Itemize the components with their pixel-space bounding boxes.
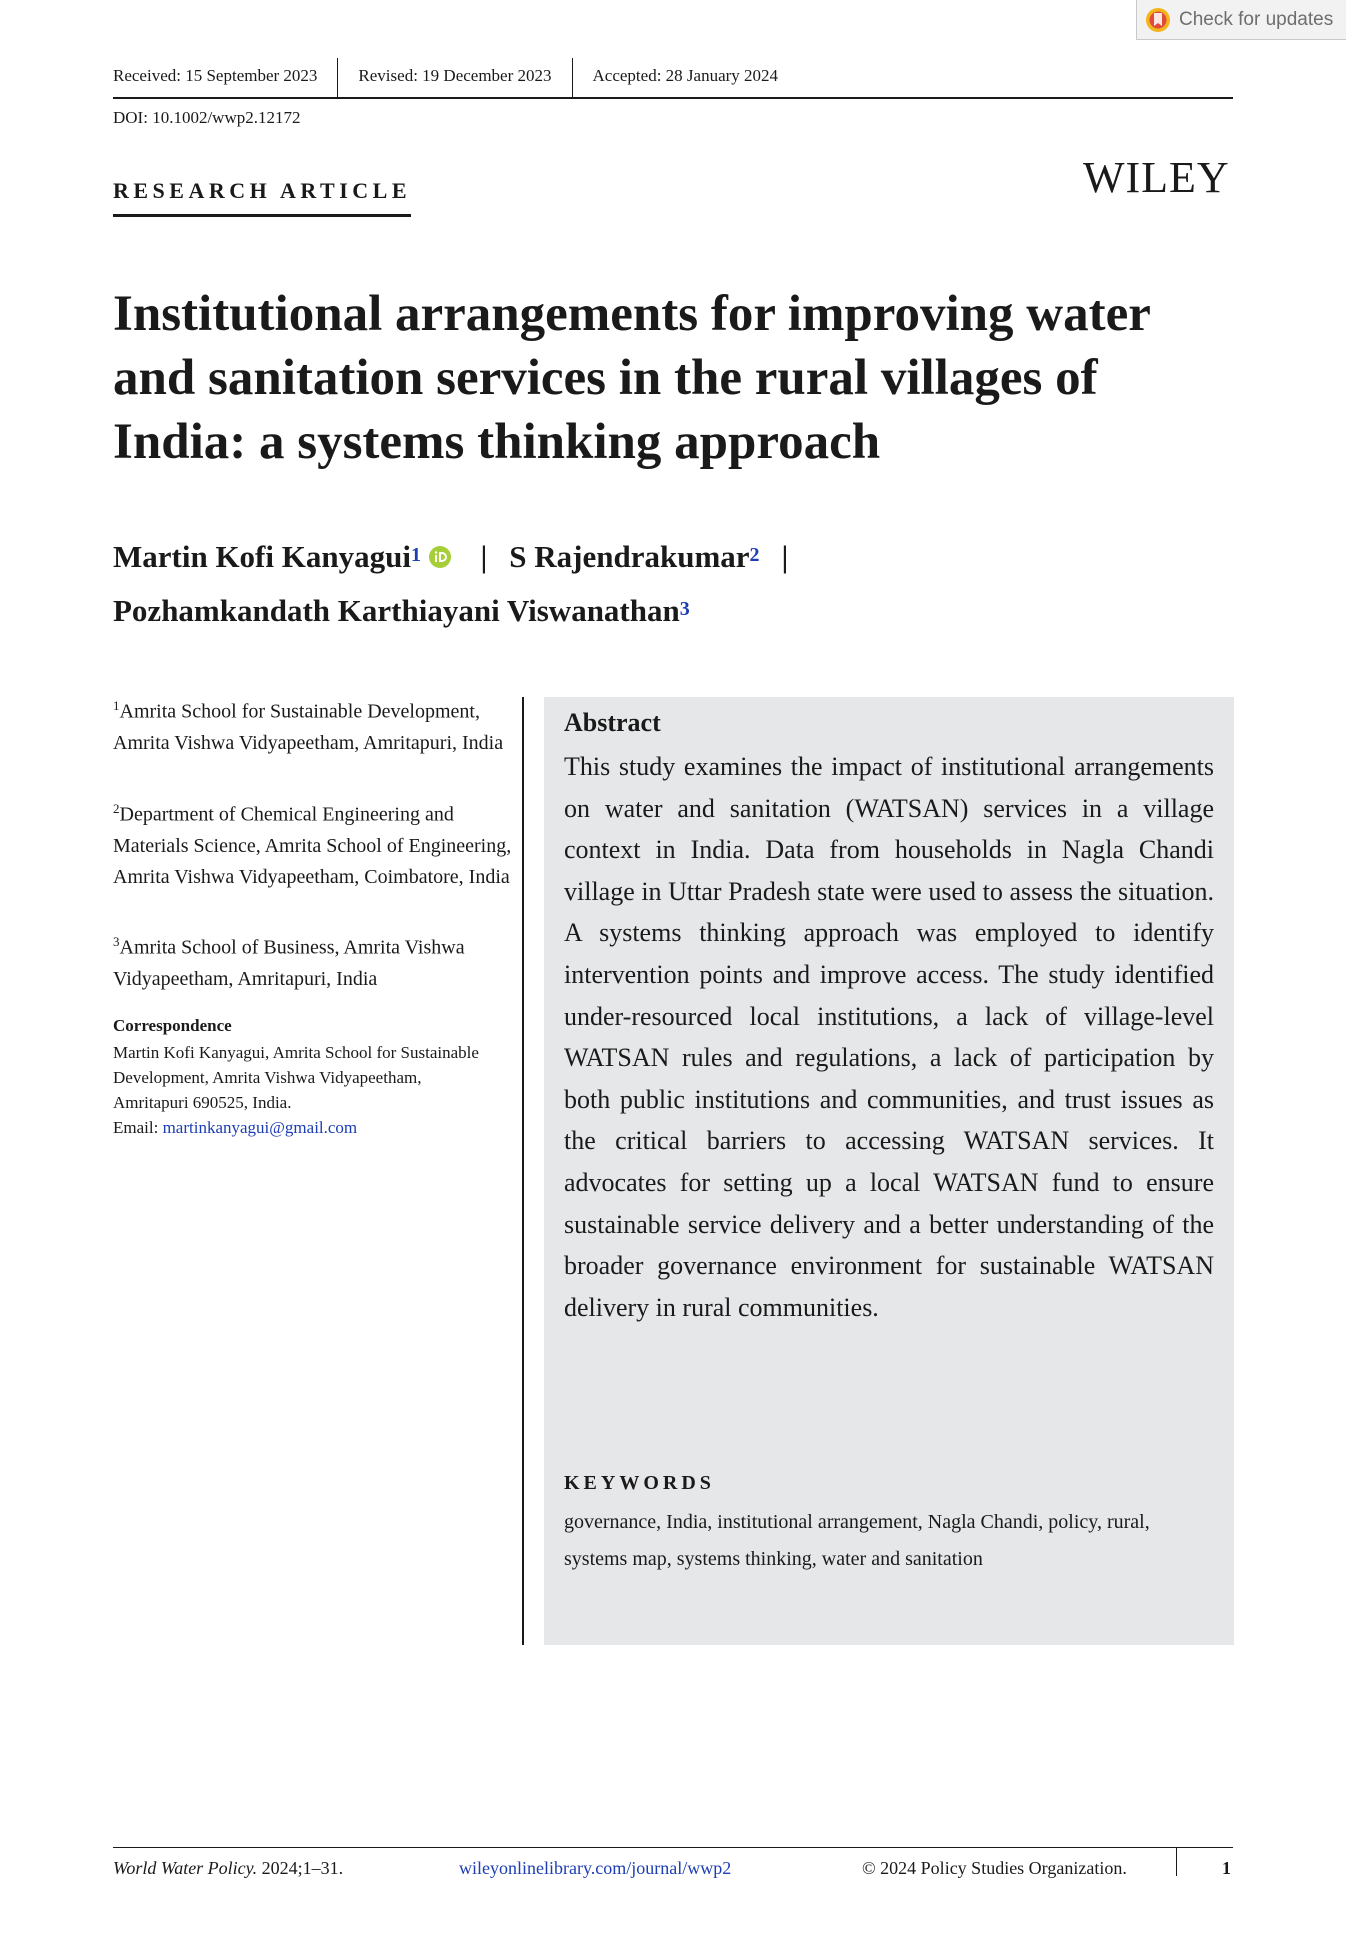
keywords-list: governance, India, institutional arrangement, Nagla Chandi, policy, rural, systems map, systems thinking, water and sanitation	[564, 1511, 1150, 1570]
affiliation	[113, 690, 513, 759]
correspondence-text: Martin Kofi Kanyagui, Amrita School for Sustainable Development, Amrita Vishwa Vidyapeetham, Amritapuri 690525, India.	[113, 1043, 479, 1112]
affiliation-marker: 2	[113, 801, 120, 816]
footer-divider	[1176, 1848, 1177, 1876]
author-name: S Rajendrakumar	[509, 539, 750, 574]
page-number: 1	[1222, 1858, 1231, 1878]
received-date: Received: 15 September 2023	[113, 66, 318, 85]
author-name: Pozhamkandath Karthiayani Viswanathan	[113, 593, 680, 628]
crossmark-icon	[1145, 7, 1171, 33]
accepted-date: Accepted: 28 January 2024	[592, 66, 779, 85]
affiliation	[113, 926, 513, 995]
abstract-heading: Abstract	[564, 708, 661, 737]
author-list	[113, 532, 1233, 640]
affiliation-text: Amrita School of Business, Amrita Vishwa Vidyapeetham, Amritapuri, India	[113, 936, 465, 990]
journal-volume: 2024;1–31.	[257, 1858, 344, 1878]
affiliation-marker: 3	[113, 934, 120, 949]
article-title: Institutional arrangements for improving water and sanitation services in the rural villages of India: a systems thinking approach	[113, 286, 1150, 470]
keywords-heading: KEYWORDS	[564, 1472, 715, 1494]
author-separator: |	[480, 539, 488, 574]
email-label: Email:	[113, 1118, 163, 1137]
affiliation-text: Department of Chemical Engineering and Materials Science, Amrita School of Engineering, Amrita Vishwa Vidyapeetham, Coimbatore, India	[113, 803, 512, 888]
author-affiliation-marker: 3	[679, 598, 690, 620]
affiliation-marker: 1	[113, 698, 120, 713]
doi: DOI: 10.1002/wwp2.12172	[113, 108, 301, 127]
author-name: Martin Kofi Kanyagui	[113, 539, 411, 574]
publisher-logo: WILEY	[1083, 153, 1230, 202]
header-rule	[113, 97, 1233, 99]
author-separator: |	[781, 539, 789, 574]
check-for-updates-button[interactable]	[1136, 0, 1346, 40]
email-link[interactable]: martinkanyagui@gmail.com	[162, 1118, 358, 1137]
copyright: © 2024 Policy Studies Organization.	[862, 1858, 1127, 1878]
column-divider	[522, 697, 524, 1645]
journal-citation	[113, 1858, 343, 1879]
affiliation	[113, 793, 513, 893]
author-affiliation-marker: 1	[410, 544, 421, 566]
revised-date: Revised: 19 December 2023	[358, 66, 552, 85]
correspondence-details	[113, 1040, 493, 1140]
article-type: RESEARCH ARTICLE	[113, 178, 411, 217]
author-affiliation-marker: 2	[749, 544, 760, 566]
check-for-updates-label: Check for updates	[1179, 8, 1334, 30]
orcid-icon[interactable]	[429, 546, 451, 568]
correspondence-heading: Correspondence	[113, 1016, 232, 1035]
journal-name: World Water Policy.	[113, 1858, 258, 1878]
article-history	[113, 58, 1233, 98]
footer-rule	[113, 1847, 1233, 1848]
abstract-text: This study examines the impact of institutional arrangements on water and sanitation (WATSAN) services in a village context in India. Data from households in Nagla Chandi village in Uttar Pradesh state were used to assess the situation. A systems thinking approach was employed to identify intervention points and improve access. The study identified under-resourced local institutions, a lack of village-level WATSAN rules and regulations, a lack of participation by both public institutions and communities, and trust issues as the critical barriers to accessing WATSAN services. It advocates for setting up a local WATSAN fund to ensure sustainable service delivery and a better understanding of the broader governance environment for sustainable WATSAN delivery in rural communities.	[564, 752, 1214, 1322]
affiliation-text: Amrita School for Sustainable Development, Amrita Vishwa Vidyapeetham, Amritapuri, India	[113, 700, 504, 754]
journal-url-link[interactable]: wileyonlinelibrary.com/journal/wwp2	[459, 1858, 732, 1878]
